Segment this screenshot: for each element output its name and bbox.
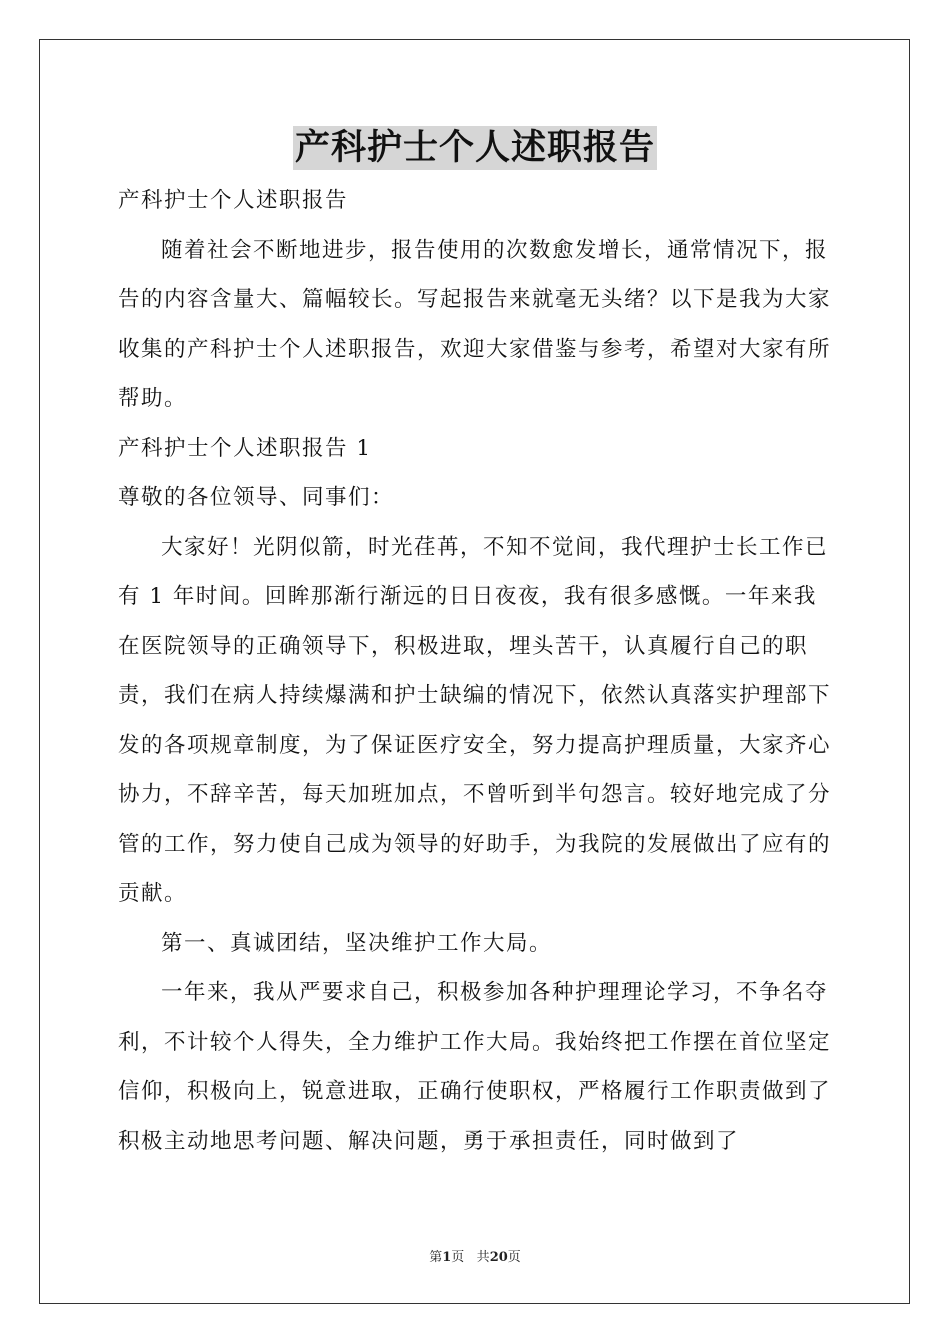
title-container [0, 126, 950, 170]
page-prefix: 第 [429, 1250, 443, 1265]
page-number: 1 [442, 1250, 452, 1265]
salutation-paragraph: 尊敬的各位领导、同事们： [118, 485, 395, 510]
total-prefix: 共 [476, 1250, 490, 1265]
page-suffix: 页 [451, 1250, 465, 1265]
document-body [118, 176, 834, 1166]
intro-paragraph: 随着社会不断地进步，报告使用的次数愈发增长，通常情况下，报告的内容含量大、篇幅较长。写起报告来就毫无头绪？以下是我为大家收集的产科护士个人述职报告，欢迎大家借鉴与参考，希望对大家有所帮助。 [118, 237, 832, 411]
body-paragraph: 一年来，我从严要求自己，积极参加各种护理理论学习，不争名夺利，不计较个人得失，全力维护工作大局。我始终把工作摆在首位坚定信仰，积极向上，锐意进取，正确行使职权，严格履行工作职责做到了积极主动地思考问题、解决问题，勇于承担责任，同时做到了 [118, 980, 832, 1154]
point-heading: 第一、真诚团结，坚决维护工作大局。 [161, 930, 553, 956]
total-suffix: 页 [507, 1250, 521, 1265]
page-footer [0, 1246, 950, 1265]
section-heading: 产科护士个人述职报告 1 [118, 435, 372, 461]
document-title: 产科护士个人述职报告 [294, 127, 655, 168]
total-pages: 20 [489, 1250, 508, 1265]
body-paragraph: 大家好！光阴似箭，时光荏苒，不知不觉间，我代理护士长工作已有 1 年时间。回眸那渐行渐远的日日夜夜，我有很多感慨。一年来我在医院领导的正确领导下，积极进取，埋头苦干，认真履行自己的职责，我们在病人持续爆满和护士缺编的情况下，依然认真落实护理部下发的各项规章制度，为了保证医疗安全，努力提高护理质量，大家齐心协力，不辞辛苦，每天加班加点，不曾听到半句怨言。较好地完成了分管的工作，努力使自己成为领导的好助手，为我院的发展做出了应有的贡献。 [118, 534, 832, 906]
subtitle-paragraph: 产科护士个人述职报告 [118, 188, 349, 213]
